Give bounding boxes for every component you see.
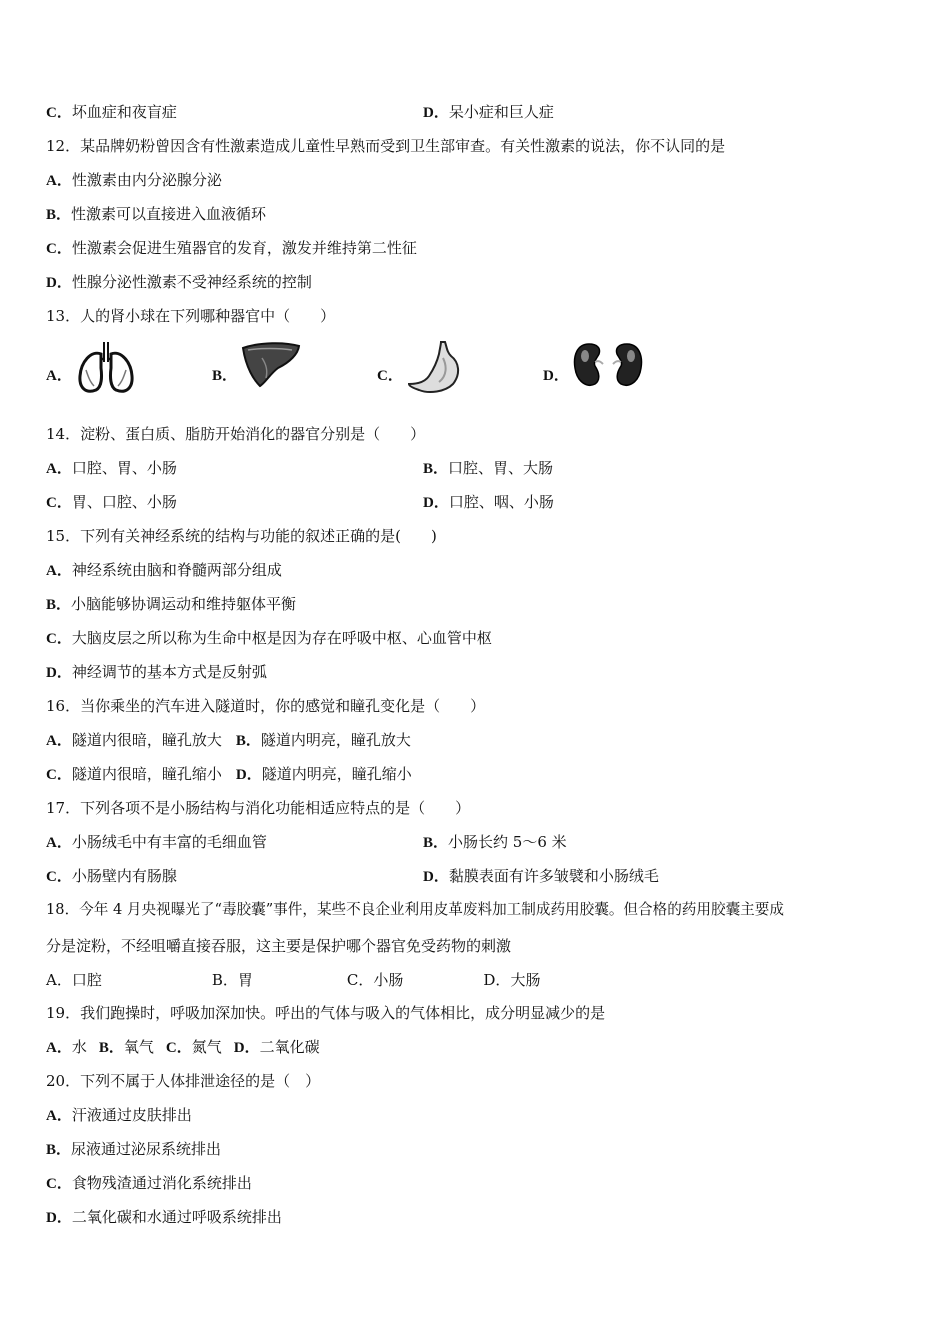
q15-option-d xyxy=(46,662,267,683)
option-text: 口腔 xyxy=(71,971,102,989)
option-text: 氧气 xyxy=(123,1038,154,1056)
q16-stem: 16．当你乘坐的汽车进入隧道时，你的感觉和瞳孔变化是（ ） xyxy=(46,697,486,715)
q20-option-c xyxy=(46,1173,252,1194)
q13-option-a xyxy=(46,340,206,400)
option-text: 小肠壁内有肠腺 xyxy=(71,867,177,885)
option-text: 性腺分泌性激素不受神经系统的控制 xyxy=(71,273,312,291)
option-label: A． xyxy=(46,461,72,477)
option-text: 口腔、咽、小肠 xyxy=(448,493,554,511)
option-text: 神经调节的基本方式是反射弧 xyxy=(71,663,267,681)
option-label: A． xyxy=(46,563,72,579)
option-text: 小脑能够协调运动和维持躯体平衡 xyxy=(71,595,297,613)
q17-option-d xyxy=(423,866,659,887)
option-text: 汗液通过皮肤排出 xyxy=(71,1106,192,1124)
option-label: C． xyxy=(165,1040,192,1056)
q19-options xyxy=(46,1037,320,1058)
option-label: A． xyxy=(46,835,72,851)
q18-stem-line2: 分是淀粉，不经咀嚼直接吞服，这主要是保护哪个器官免受药物的刺激 xyxy=(46,937,512,955)
option-text: 性激素由内分泌腺分泌 xyxy=(71,171,222,189)
option-label: B． xyxy=(46,1142,72,1158)
q11-option-d xyxy=(423,102,554,123)
option-label: D． xyxy=(423,869,449,885)
option-label: D． xyxy=(483,971,511,989)
option-label: C． xyxy=(46,869,72,885)
option-text: 食物残渣通过消化系统排出 xyxy=(71,1174,252,1192)
option-text: 二氧化碳和水通过呼吸系统排出 xyxy=(71,1208,282,1226)
q13-option-c xyxy=(377,340,537,400)
option-text: 大脑皮层之所以称为生命中枢是因为存在呼吸中枢、心血管中枢 xyxy=(71,629,492,647)
q15-option-b xyxy=(46,594,296,615)
option-label: D． xyxy=(235,767,262,783)
q17-stem: 17．下列各项不是小肠结构与消化功能相适应特点的是（ ） xyxy=(46,799,471,817)
option-text: 胃、口腔、小肠 xyxy=(71,493,177,511)
option-text: 呆小症和巨人症 xyxy=(448,103,554,121)
option-text: 神经系统由脑和脊髓两部分组成 xyxy=(71,561,282,579)
kidneys-icon xyxy=(573,340,643,390)
option-text: 隧道内很暗，瞳孔缩小 xyxy=(71,765,222,783)
q14-options-ab xyxy=(46,458,554,479)
option-label: D． xyxy=(543,368,569,384)
q12-option-b xyxy=(46,204,266,225)
option-text: 性激素可以直接进入血液循环 xyxy=(71,205,267,223)
option-text: 小肠绒毛中有丰富的毛细血管 xyxy=(71,833,267,851)
option-text: 性激素会促进生殖器官的发育，激发并维持第二性征 xyxy=(71,239,417,257)
option-label: B． xyxy=(423,835,449,851)
q18-options xyxy=(46,970,540,990)
lungs-icon xyxy=(76,340,136,398)
q12-option-d xyxy=(46,272,312,293)
option-label: C． xyxy=(346,971,374,989)
q17-options-cd xyxy=(46,866,659,887)
option-label: A． xyxy=(46,733,72,749)
q14-stem: 14．淀粉、蛋白质、脂肪开始消化的器官分别是（ ） xyxy=(46,425,426,443)
option-label: C． xyxy=(46,495,72,511)
q20-option-d xyxy=(46,1207,282,1228)
option-text: 隧道内明亮，瞳孔缩小 xyxy=(261,765,412,783)
option-label: B． xyxy=(423,461,449,477)
q16-options-cd xyxy=(46,764,412,785)
option-text: 小肠 xyxy=(373,971,404,989)
option-label: D． xyxy=(46,665,72,681)
option-text: 隧道内很暗，瞳孔放大 xyxy=(71,731,222,749)
option-label: D． xyxy=(46,1210,72,1226)
q17-options-ab xyxy=(46,832,567,853)
option-label: C． xyxy=(377,368,403,384)
option-label: A． xyxy=(46,1108,72,1124)
q13-image-options xyxy=(46,340,746,400)
q20-option-b xyxy=(46,1139,221,1160)
q20-option-a xyxy=(46,1105,192,1126)
option-label: C． xyxy=(46,631,72,647)
option-label: C． xyxy=(46,105,72,121)
option-text: 胃 xyxy=(237,971,253,989)
option-label: B． xyxy=(212,368,238,384)
option-text: 口腔、胃、大肠 xyxy=(448,459,554,477)
option-text: 小肠长约 5～6 米 xyxy=(448,833,567,851)
option-text: 水 xyxy=(71,1038,87,1056)
option-text: 二氧化碳 xyxy=(259,1038,320,1056)
option-label: B． xyxy=(211,971,238,989)
liver-icon xyxy=(240,340,302,390)
option-label: A． xyxy=(46,368,72,384)
option-text: 坏血症和夜盲症 xyxy=(71,103,177,121)
q13-option-d xyxy=(543,340,703,400)
option-text: 氮气 xyxy=(191,1038,222,1056)
q18-stem-line1: 18．今年 4 月央视曝光了“毒胶囊”事件，某些不良企业利用皮革废料加工制成药用胶囊。但合格的药用胶囊主要成 xyxy=(46,901,784,918)
option-label: D． xyxy=(233,1040,260,1056)
option-text: 口腔、胃、小肠 xyxy=(71,459,177,477)
option-label: A． xyxy=(46,971,72,989)
q11-options-cd xyxy=(46,102,554,123)
q17-option-b xyxy=(423,832,567,853)
q15-option-c xyxy=(46,628,492,649)
option-label: C． xyxy=(46,767,72,783)
q15-stem: 15．下列有关神经系统的结构与功能的叙述正确的是( ) xyxy=(46,527,437,545)
option-text: 隧道内明亮，瞳孔放大 xyxy=(260,731,411,749)
option-text: 尿液通过泌尿系统排出 xyxy=(71,1140,222,1158)
option-text: 黏膜表面有许多皱襞和小肠绒毛 xyxy=(448,867,659,885)
option-text: 大肠 xyxy=(510,971,541,989)
option-label: A． xyxy=(46,1040,72,1056)
q15-option-a xyxy=(46,560,282,581)
q13-stem: 13．人的肾小球在下列哪种器官中（ ） xyxy=(46,307,336,325)
option-label: B． xyxy=(235,733,261,749)
option-label: D． xyxy=(423,105,449,121)
q12-stem: 12．某品牌奶粉曾因含有性激素造成儿童性早熟而受到卫生部审查。有关性激素的说法，你不认同的是 xyxy=(46,137,726,155)
option-label: C． xyxy=(46,1176,72,1192)
option-label: B． xyxy=(98,1040,124,1056)
option-label: C． xyxy=(46,241,72,257)
option-label: D． xyxy=(423,495,449,511)
option-label: B． xyxy=(46,597,72,613)
q12-option-c xyxy=(46,238,417,259)
q16-options-ab xyxy=(46,730,411,751)
stomach-icon xyxy=(407,340,469,396)
q13-option-b xyxy=(212,340,372,400)
q14-option-d xyxy=(423,492,554,513)
option-label: B． xyxy=(46,207,72,223)
option-label: D． xyxy=(46,275,72,291)
q19-stem: 19．我们跑操时，呼吸加深加快。呼出的气体与吸入的气体相比，成分明显减少的是 xyxy=(46,1004,606,1022)
q12-option-a xyxy=(46,170,222,191)
option-label: A． xyxy=(46,173,72,189)
q14-options-cd xyxy=(46,492,554,513)
q20-stem: 20．下列不属于人体排泄途径的是（ ） xyxy=(46,1072,321,1090)
q14-option-b xyxy=(423,458,553,479)
